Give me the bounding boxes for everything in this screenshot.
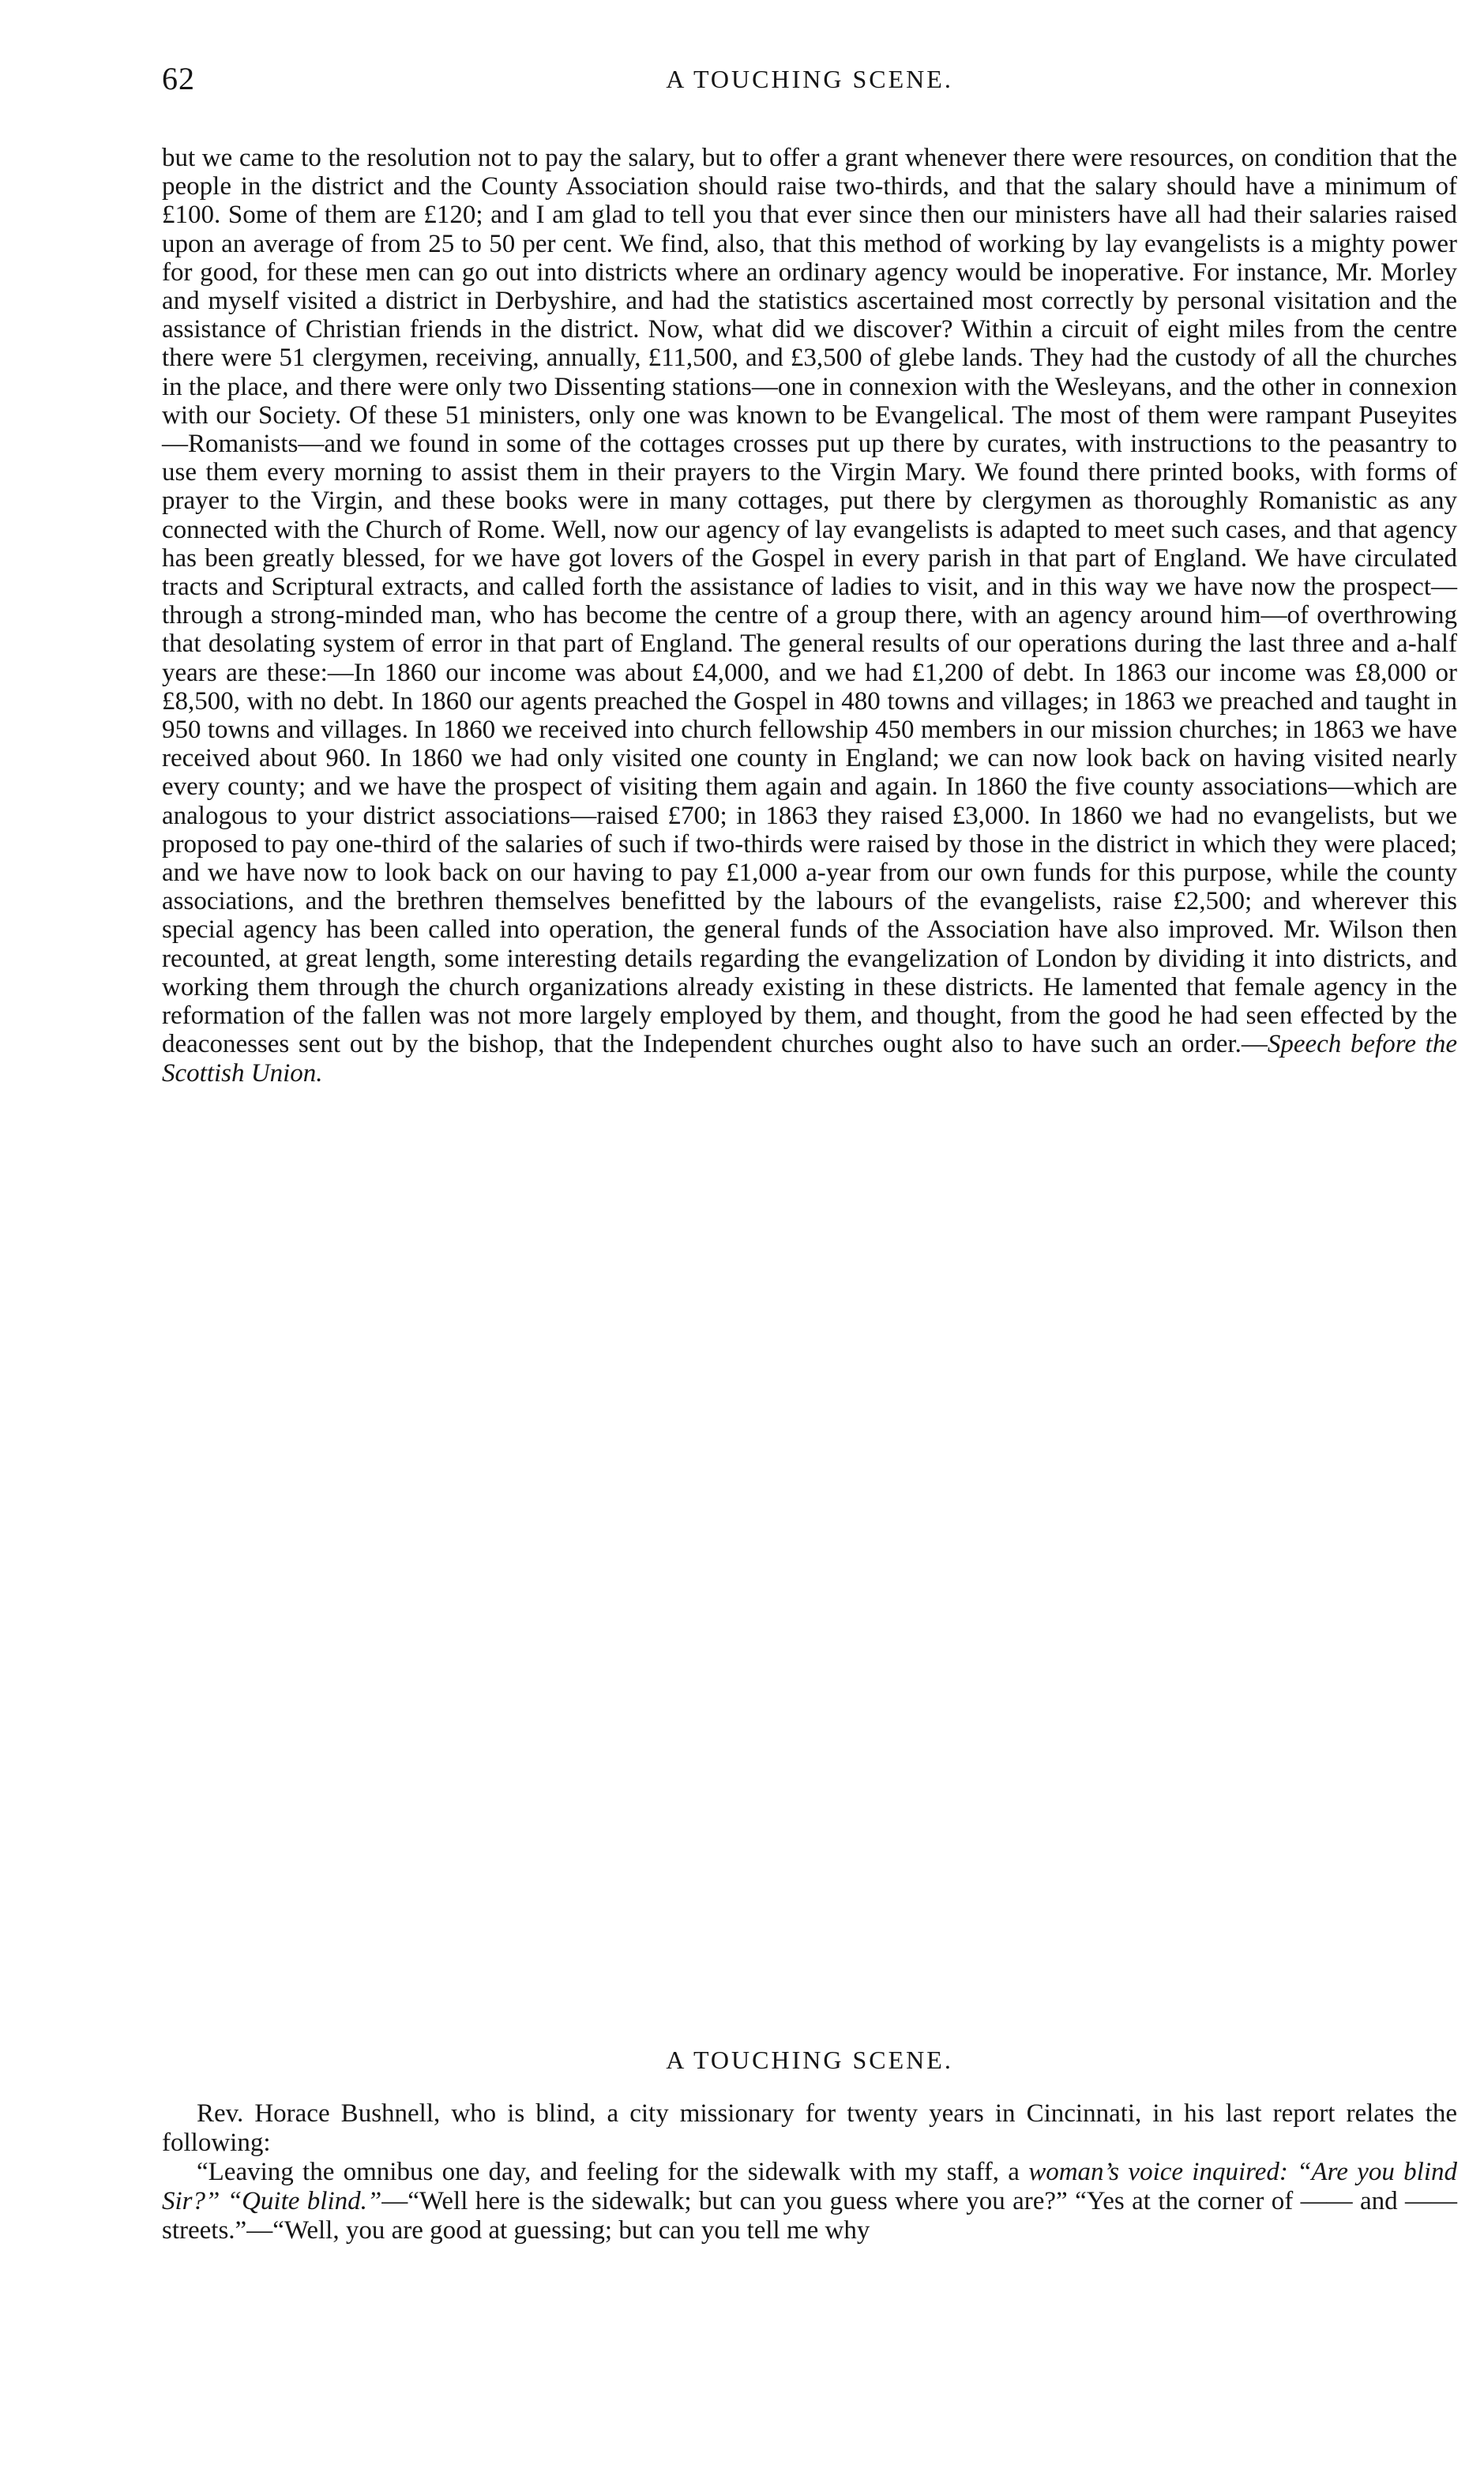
page-number: 62	[162, 61, 195, 96]
section-paragraph-2-start: “Leaving the omnibus one day, and feeling for the sidewalk with my staff, a	[197, 2158, 1029, 2186]
article-source: Speech before the Scottish Union.	[162, 1030, 1457, 1088]
running-head: A TOUCHING SCENE.	[666, 65, 953, 93]
article-paragraph	[162, 144, 1457, 1088]
section-body	[162, 2099, 1457, 2245]
page-header	[162, 57, 1457, 101]
article-text: but we came to the resolution not to pay the salary, but to offer a grant whenever there were resources, on condition that the people in the district and the County Association should raise two-thirds, and that the salary should have a minimum of £100. Some of them are £120; and I am glad to tell you that ever since then our ministers have all had their salaries raised upon an average of from 25 to 50 per cent. We find, also, that this method of working by lay evangelists is a mighty power for good, for these men can go out into districts where an ordinary agency would be inoperative. For instance, Mr. Morley and myself visited a district in Derbyshire, and had the statistics ascertained most correctly by personal visitation and the assistance of Christian friends in the district. Now, what did we discover? Within a circuit of eight miles from the centre there were 51 clergymen, receiving, annually, £11,500, and £3,500 of glebe lands. They had the custody of all the churches in the place, and there were only two Dissenting stations—one in connexion with the Wesleyans, and the other in connexion with our Society. Of these 51 ministers, only one was known to be Evangelical. The most of them were rampant Puseyites—Romanists—and we found in some of the cottages crosses put up there by curates, with instructions to the peasantry to use them every morning to assist them in their prayers to the Virgin Mary. We found there printed books, with forms of prayer to the Virgin, and these books were in many cottages, put there by clergymen as thoroughly Romanistic as any connected with the Church of Rome. Well, now our agency of lay evangelists is adapted to meet such cases, and that agency has been greatly blessed, for we have got lovers of the Gospel in every parish in that part of England. We have circulated tracts and Scriptural extracts, and called forth the assistance of ladies to visit, and in this way we have now the prospect—through a strong-minded man, who has become the centre of a group there, with an agency around him—of overthrowing that desolating system of error in that part of England. The general results of our operations during the last three and a-half years are these:—In 1860 our income was about £4,000, and we had £1,200 of debt. In 1863 our income was £8,000 or £8,500, with no debt. In 1860 our agents preached the Gospel in 480 towns and villages; in 1863 we preached and taught in 950 towns and villages. In 1860 we received into church fellowship 450 members in our mission churches; in 1863 we have received about 960. In 1860 we had only visited one county in England; we can now look back on having visited nearly every county; and we have the prospect of visiting them again and again. In 1860 the five county associations—which are analogous to your district associations—raised £700; in 1863 they raised £3,000. In 1860 we had no evangelists, but we proposed to pay one-third of the salaries of such if two-thirds were raised by those in the district in which they were placed; and we have now to look back on our having to pay £1,000 a-year from our own funds for this purpose, while the county associations, and the brethren themselves benefitted by the labours of the evangelists, raise £2,500; and wherever this special agency has been called into operation, the general funds of the Association have also improved. Mr. Wilson then recounted, at great length, some interesting details regarding the evangelization of London by dividing it into districts, and working them through the church organizations already existing in these districts. He lamented that female agency in the reformation of the fallen was not more largely employed by them, and thought, from the good he had seen effected by the deaconesses sent out by the bishop, that the Independent churches ought also to have such an order.—	[162, 144, 1457, 1059]
section-paragraph-2-italic: woman’s voice inquired: “Are you blind Sir?” “Quite blind.”	[162, 2158, 1457, 2215]
section-paragraph-1: Rev. Horace Bushnell, who is blind, a city missionary for twenty years in Cincinnati, in his last report relates the following:	[162, 2099, 1457, 2157]
section-paragraph-2	[162, 2158, 1457, 2245]
article-body	[162, 144, 1457, 1088]
section-paragraph-2-end: —“Well here is the sidewalk; but can you guess where you are?” “Yes at the corner of —— and —— streets.”—“Well, you are good at guessing; but can you tell me why	[162, 2187, 1457, 2245]
section-heading: A TOUCHING SCENE.	[666, 2046, 953, 2074]
